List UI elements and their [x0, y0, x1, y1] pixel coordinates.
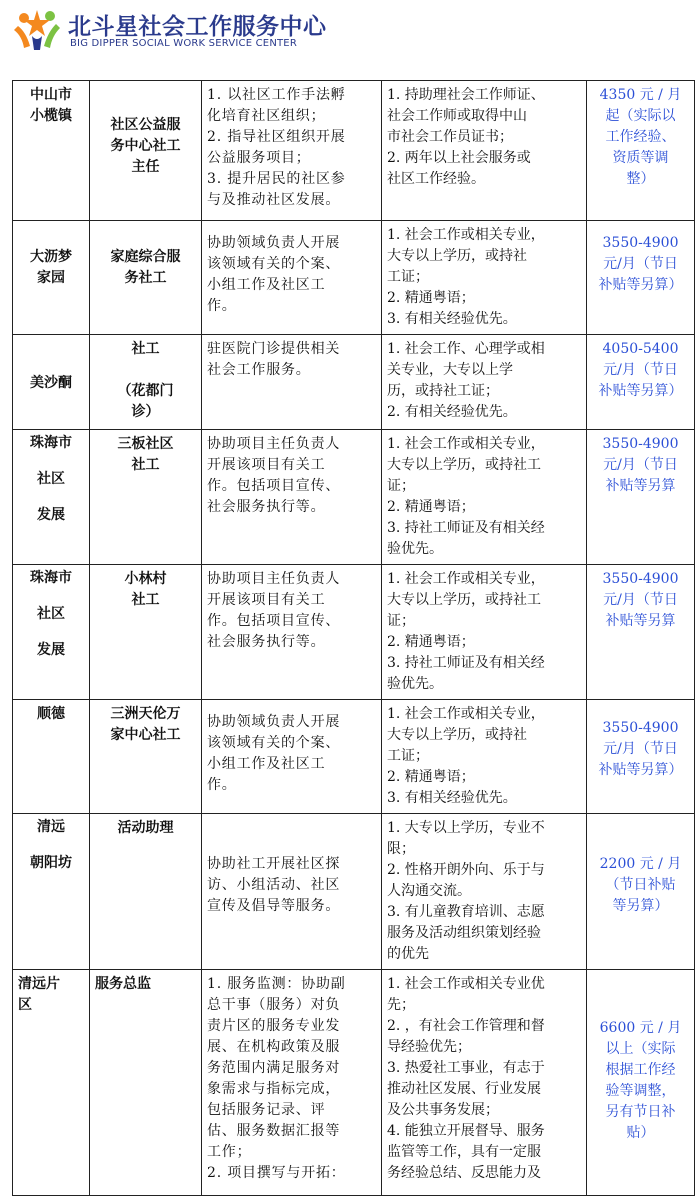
requirements-cell: 1. 社会工作或相关专业优 先； 2. ，有社会工作管理和督 导经验优先； 3. 热爱社工事业，有志于 推动社区发展、行业发展 及公共事务发展； 4. 能独立开展督导、服务 监管等工作，具有一定服 务经验总结、反思能力及: [382, 970, 587, 1196]
table-row: [13, 700, 695, 814]
position-cell: 三洲天伦万 家中心社工: [90, 700, 202, 814]
org-name-en: BIG DIPPER SOCIAL WORK SERVICE CENTER: [70, 38, 297, 49]
position-cell: 活动助理: [90, 814, 202, 970]
duties-cell: 协助领域负责人开展 该领域有关的个案、 小组工作及社区工 作。: [202, 700, 382, 814]
table-row: [13, 81, 695, 221]
salary-cell: 3550-4900 元/月（节日 补贴等另算）: [587, 221, 695, 335]
position-cell: 小林村 社工: [90, 565, 202, 700]
org-name-cn: 北斗星社会工作服务中心: [68, 14, 327, 40]
job-listing-table: [12, 80, 695, 1196]
location-cell: 顺德: [13, 700, 90, 814]
location-cell: 中山市 小榄镇: [13, 81, 90, 221]
duties-cell: 1. 以社区工作手法孵 化培育社区组织； 2. 指导社区组织开展 公益服务项目； 3. 提升居民的社区参 与及推动社区发展。: [202, 81, 382, 221]
requirements-cell: 1. 社会工作或相关专业， 大专以上学历，或持社工 证； 2. 精通粤语； 3. 持社工师证及有相关经 验优先。: [382, 430, 587, 565]
table-row: [13, 565, 695, 700]
salary-cell: 3550-4900 元/月（节日 补贴等另算: [587, 565, 695, 700]
position-cell: 家庭综合服 务社工: [90, 221, 202, 335]
salary-cell: 2200 元 / 月 （节日补贴 等另算）: [587, 814, 695, 970]
page-header: [0, 0, 700, 80]
table-row: [13, 335, 695, 430]
salary-cell: 4350 元 / 月 起（实际以 工作经验、 资质等调 整）: [587, 81, 695, 221]
requirements-cell: 1. 社会工作或相关专业， 大专以上学历，或持社 工证； 2. 精通粤语； 3. 有相关经验优先。: [382, 700, 587, 814]
location-cell: 大沥梦 家园: [13, 221, 90, 335]
duties-cell: 协助项目主任负责人 开展该项目有关工 作。包括项目宣传、 社会服务执行等。: [202, 565, 382, 700]
duties-cell: 协助社工开展社区探 访、小组活动、社区 宣传及倡导等服务。: [202, 814, 382, 970]
table-row: [13, 221, 695, 335]
position-cell: 社工 （花都门 诊）: [90, 335, 202, 430]
duties-cell: 1. 服务监测：协助副 总干事（服务）对负 责片区的服务专业发 展、在机构政策及服 务范围内满足服务对 象需求与指标完成， 包括服务记录、评 估、服务数据汇报等 工作； 2. 项目撰写与开拓：: [202, 970, 382, 1196]
duties-cell: 协助领域负责人开展 该领域有关的个案、 小组工作及社区工 作。: [202, 221, 382, 335]
position-cell: 社区公益服 务中心社工 主任: [90, 81, 202, 221]
table-row: [13, 814, 695, 970]
location-cell: 清远片 区: [13, 970, 90, 1196]
location-cell: 珠海市 社区 发展: [13, 565, 90, 700]
duties-cell: 协助项目主任负责人 开展该项目有关工 作。包括项目宣传、 社会服务执行等。: [202, 430, 382, 565]
location-cell: 清远 朝阳坊: [13, 814, 90, 970]
requirements-cell: 1. 社会工作、心理学或相 关专业，大专以上学 历，或持社工证； 2. 有相关经验优先。: [382, 335, 587, 430]
requirements-cell: 1. 持助理社会工作师证、 社会工作师或取得中山 市社会工作员证书； 2. 两年以上社会服务或 社区工作经验。: [382, 81, 587, 221]
requirements-cell: 1. 社会工作或相关专业， 大专以上学历，或持社工 证； 2. 精通粤语； 3. 持社工师证及有相关经 验优先。: [382, 565, 587, 700]
table-row: [13, 970, 695, 1196]
position-cell: 服务总监: [90, 970, 202, 1196]
position-cell: 三板社区 社工: [90, 430, 202, 565]
salary-cell: 4050-5400 元/月（节日 补贴等另算）: [587, 335, 695, 430]
duties-cell: 驻医院门诊提供相关 社会工作服务。: [202, 335, 382, 430]
location-cell: 美沙酮: [13, 335, 90, 430]
requirements-cell: 1. 社会工作或相关专业， 大专以上学历，或持社 工证； 2. 精通粤语； 3. 有相关经验优先。: [382, 221, 587, 335]
salary-cell: 3550-4900 元/月（节日 补贴等另算: [587, 430, 695, 565]
salary-cell: 3550-4900 元/月（节日 补贴等另算）: [587, 700, 695, 814]
requirements-cell: 1. 大专以上学历，专业不 限； 2. 性格开朗外向、乐于与 人沟通交流。 3. 有儿童教育培训、志愿 服务及活动组织策划经验 的优先: [382, 814, 587, 970]
location-cell: 珠海市 社区 发展: [13, 430, 90, 565]
table-row: [13, 430, 695, 565]
salary-cell: 6600 元 / 月 以上（实际 根据工作经 验等调整， 另有节日补 贴）: [587, 970, 695, 1196]
star-people-logo-icon: [10, 6, 64, 54]
